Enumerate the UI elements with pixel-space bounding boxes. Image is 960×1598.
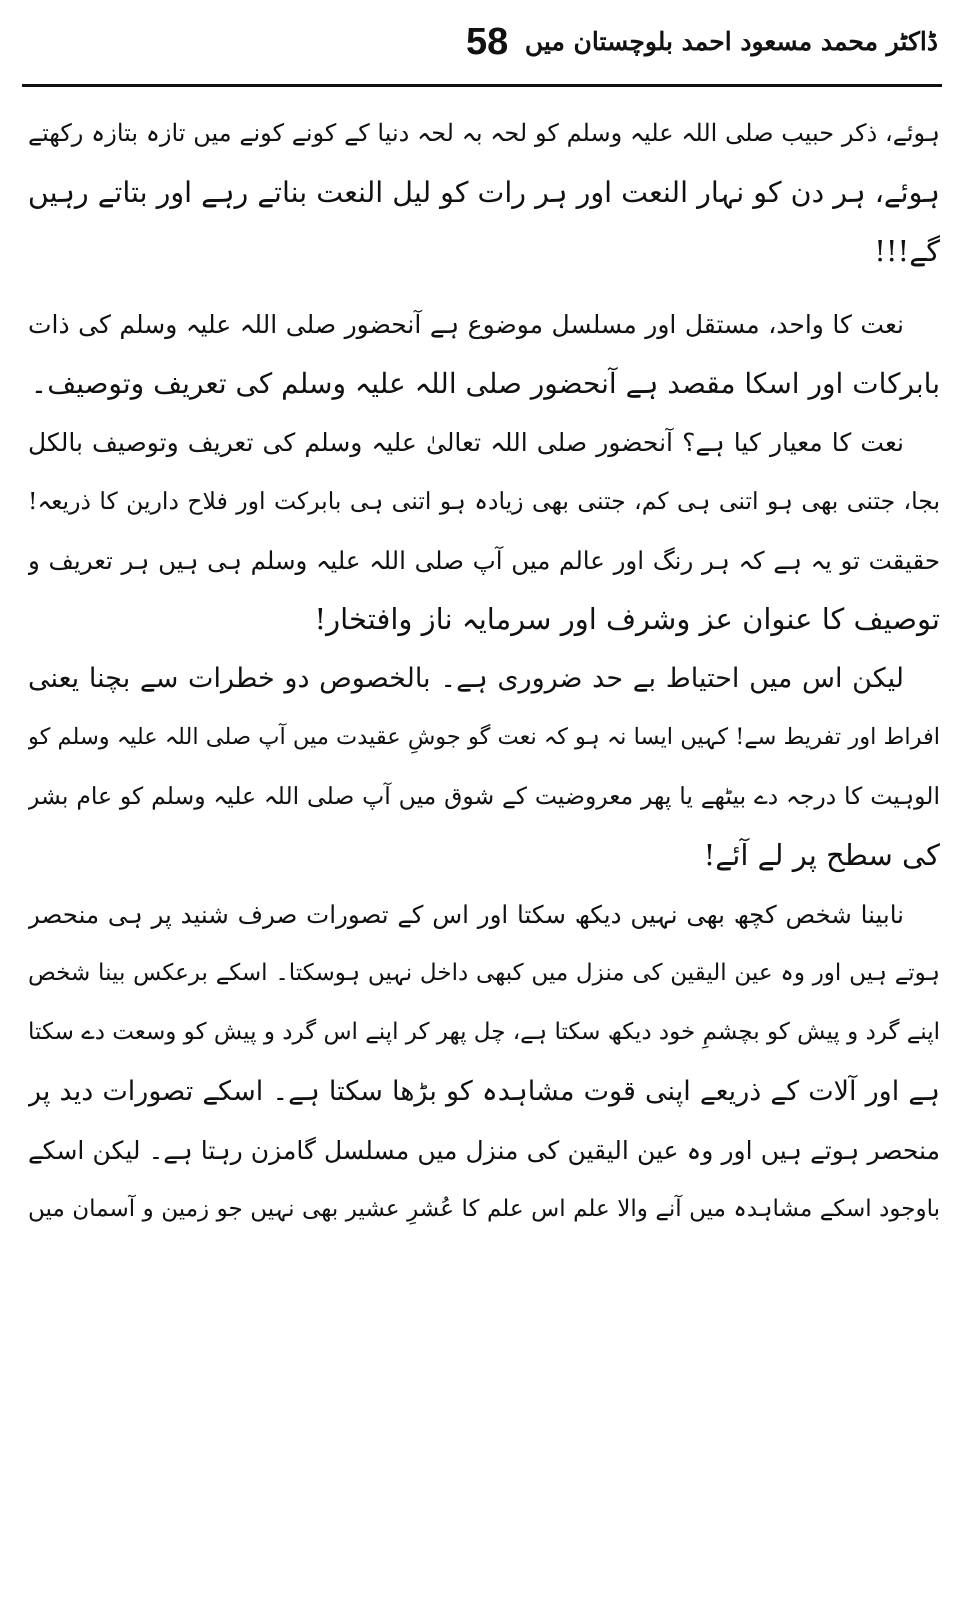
text-line: الوہیت کا درجہ دے بیٹھے یا پھر معروضیت کے شوق میں آپ صلی اللہ علیہ وسلم کو عام بشر xyxy=(28,782,940,810)
paragraph xyxy=(28,885,940,1239)
text-line: ہے اور آلات کے ذریعے اپنی قوت مشاہدہ کو بڑھا سکتا ہے۔ اسکے تصورات دید پر xyxy=(28,1076,940,1107)
text-line: کی سطح پر لے آئے! xyxy=(703,838,940,872)
header-rule xyxy=(22,84,942,87)
running-title: ڈاکٹر محمد مسعود احمد بلوچستان میں xyxy=(524,27,938,56)
paragraph xyxy=(28,649,940,885)
page-number: 58 xyxy=(466,21,509,63)
text-line: ہوئے، ہر دن کو نہار النعت اور ہر رات کو لیل النعت بناتے رہے اور بتاتے رہیں xyxy=(28,176,940,209)
text-line: بابرکات اور اسکا مقصد ہے آنحضور صلی اللہ علیہ وسلم کی تعریف وتوصیف۔ xyxy=(30,367,940,400)
page-header xyxy=(22,0,942,84)
paragraph xyxy=(28,413,940,649)
text-line: بجا، جتنی بھی ہو اتنی ہی کم، جتنی بھی زیادہ ہو اتنی ہی بابرکت اور فلاح دارین کا ذریعہ! xyxy=(28,487,940,515)
paragraph xyxy=(28,104,940,281)
text-line: لیکن اس میں احتیاط بے حد ضروری ہے۔ بالخصوص دو خطرات سے بچنا یعنی xyxy=(28,663,904,694)
paragraph xyxy=(28,295,940,413)
text-line: منحصر ہوتے ہیں اور وہ عین الیقین کی منزل میں مسلسل گامزن رہتا ہے۔ لیکن اسکے xyxy=(28,1136,940,1165)
text-line: نعت کا معیار کیا ہے؟ آنحضور صلی اللہ تعالیٰ علیہ وسلم کی تعریف وتوصیف بالکل xyxy=(28,428,904,457)
text-line: حقیقت تو یہ ہے کہ ہر رنگ اور عالم میں آپ صلی اللہ علیہ وسلم ہی ہیں ہر تعریف و xyxy=(28,546,940,575)
text-line: ہوتے ہیں اور وہ عین الیقین کی منزل میں کبھی داخل نہیں ہوسکتا۔ اسکے برعکس بینا شخص xyxy=(28,960,940,986)
body-text xyxy=(28,104,940,1239)
text-line: باوجود اسکے مشاہدہ میں آنے والا علم اس علم کا عُشرِ عشیر بھی نہیں جو زمین و آسمان میں xyxy=(28,1196,940,1222)
text-line: اپنے گرد و پیش کو بچشمِ خود دیکھ سکتا ہے، چل پھر کر اپنے اس گرد و پیش کو وسعت دے سکتا xyxy=(28,1019,940,1045)
paragraph-gap xyxy=(28,281,940,295)
text-line: گے!!! xyxy=(874,234,940,268)
text-line: ہوئے، ذکر حبیب صلی اللہ علیہ وسلم کو لحہ بہ لحہ دنیا کے کونے کونے میں تازہ بتازہ رکھتے xyxy=(28,119,940,147)
text-line: نابینا شخص کچھ بھی نہیں دیکھ سکتا اور اس کے تصورات صرف شنید پر ہی منحصر xyxy=(28,900,904,929)
text-line: توصیف کا عنوان عز وشرف اور سرمایہ ناز وافتخار! xyxy=(314,602,940,636)
text-line: نعت کا واحد، مستقل اور مسلسل موضوع ہے آنحضور صلی اللہ علیہ وسلم کی ذات xyxy=(28,310,904,339)
text-line: افراط اور تفریط سے! کہیں ایسا نہ ہو کہ نعت گو جوشِ عقیدت میں آپ صلی اللہ علیہ وسلم کو xyxy=(28,724,940,750)
